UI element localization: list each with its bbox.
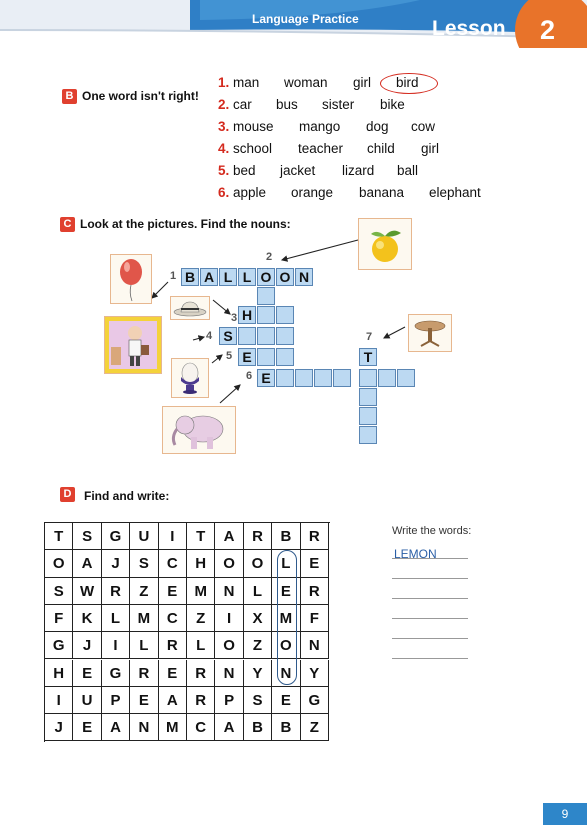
word-search-cell[interactable]: E [301, 550, 329, 577]
word-search-cell[interactable]: Y [301, 660, 329, 687]
crossword-cell[interactable]: E [257, 369, 275, 387]
word-search-cell[interactable]: L [187, 632, 215, 659]
crossword-cell[interactable]: H [238, 306, 256, 324]
word-search-cell[interactable]: O [272, 632, 300, 659]
line-number: 1. [218, 75, 230, 90]
word-search-cell[interactable]: F [301, 605, 329, 632]
word-search-cell[interactable]: M [130, 605, 158, 632]
word-search-cell[interactable]: J [102, 550, 130, 577]
word-search-cell[interactable]: G [45, 632, 73, 659]
word-search-cell[interactable]: S [244, 687, 272, 714]
crossword-cell[interactable] [238, 327, 256, 345]
word: bird [396, 75, 419, 90]
word: dog [366, 119, 389, 134]
word-search-cell[interactable]: R [159, 632, 187, 659]
word-search-cell[interactable]: B [272, 714, 300, 741]
word-search-cell[interactable]: M [187, 578, 215, 605]
word: car [233, 97, 252, 112]
word: apple [233, 185, 267, 200]
word-search-cell[interactable]: X [244, 605, 272, 632]
word-search-cell[interactable]: M [272, 605, 300, 632]
crossword-cell[interactable]: L [238, 268, 256, 286]
word-search-cell[interactable]: R [187, 687, 215, 714]
clue-number-4: 4 [206, 330, 213, 342]
word-search-cell[interactable]: L [102, 605, 130, 632]
word-search-cell[interactable]: L [272, 550, 300, 577]
answer-line-4[interactable] [392, 618, 468, 619]
line-number: 3. [218, 119, 230, 134]
word-search-cell[interactable]: R [301, 523, 329, 550]
crossword-cell[interactable] [257, 306, 275, 324]
section-d-title: Find and write: [84, 489, 170, 503]
clue-number-5: 5 [226, 350, 233, 362]
student-picture [104, 316, 162, 374]
word-search-cell[interactable]: B [272, 523, 300, 550]
word-search-cell[interactable]: I [45, 687, 73, 714]
answer-line-2[interactable] [392, 578, 468, 579]
word: mouse [233, 119, 274, 134]
line-number: 5. [218, 163, 230, 178]
word-search-cell[interactable]: A [215, 714, 243, 741]
word-search-cell[interactable]: I [215, 605, 243, 632]
crossword-cell[interactable]: A [200, 268, 218, 286]
word-search-cell[interactable]: C [159, 550, 187, 577]
elephant-icon [163, 407, 235, 453]
word: woman [284, 75, 328, 90]
word: jacket [280, 163, 316, 178]
word-search-cell[interactable]: E [272, 687, 300, 714]
crossword-cell[interactable] [295, 369, 313, 387]
hat-icon [171, 297, 209, 319]
word: bus [276, 97, 298, 112]
word: girl [353, 75, 372, 90]
egg-picture [171, 358, 209, 398]
header-title: Language Practice [252, 12, 359, 26]
crossword-cell[interactable]: L [219, 268, 237, 286]
word-search-cell[interactable]: R [187, 660, 215, 687]
word-search-cell[interactable]: H [45, 660, 73, 687]
word-search-cell[interactable]: A [215, 523, 243, 550]
word-search-cell[interactable]: S [130, 550, 158, 577]
word-search-cell[interactable]: O [215, 550, 243, 577]
word: lizard [342, 163, 375, 178]
lesson-number: 2 [540, 15, 556, 45]
balloon-icon [111, 255, 151, 303]
crossword-cell[interactable] [359, 388, 377, 406]
section-b-title: One word isn't right! [82, 89, 199, 103]
word: girl [421, 141, 440, 156]
table-picture [408, 314, 452, 352]
word-search-cell[interactable]: O [244, 550, 272, 577]
crossword-cell[interactable] [276, 306, 294, 324]
crossword-cell[interactable]: E [238, 348, 256, 366]
word-search-cell[interactable]: O [45, 550, 73, 577]
word-search-cell[interactable]: C [159, 605, 187, 632]
word-search-cell[interactable]: H [187, 550, 215, 577]
line-number: 2. [218, 97, 230, 112]
answer-line-3[interactable] [392, 598, 468, 599]
word-search-cell[interactable]: S [73, 523, 101, 550]
clue-number-6: 6 [246, 370, 253, 382]
student-icon [105, 317, 161, 373]
word-search-cell[interactable]: A [159, 687, 187, 714]
word-search-cell[interactable]: N [130, 714, 158, 741]
crossword-cell[interactable] [276, 348, 294, 366]
word-search-cell[interactable]: J [45, 714, 73, 741]
word-search-cell[interactable]: R [130, 660, 158, 687]
word: man [233, 75, 260, 90]
section-c-title: Look at the pictures. Find the nouns: [80, 217, 291, 231]
word-search-cell[interactable]: E [73, 660, 101, 687]
word-search-cell[interactable]: O [215, 632, 243, 659]
word-search-cell[interactable]: Z [244, 632, 272, 659]
crossword-cell[interactable]: S [219, 327, 237, 345]
crossword-cell[interactable]: O [257, 268, 275, 286]
word-search-cell[interactable]: I [159, 523, 187, 550]
word-search-cell[interactable]: R [244, 523, 272, 550]
word-search-cell[interactable]: L [130, 632, 158, 659]
line-number: 6. [218, 185, 230, 200]
crossword-cell[interactable] [333, 369, 351, 387]
crossword-cell[interactable] [359, 369, 377, 387]
word-search-cell[interactable]: P [215, 687, 243, 714]
crossword-cell[interactable] [257, 327, 275, 345]
crossword-cell[interactable]: T [359, 348, 377, 366]
word-search-cell[interactable]: F [45, 605, 73, 632]
orange-fruit-icon [359, 219, 411, 269]
balloon-picture [110, 254, 152, 304]
crossword-cell[interactable]: B [181, 268, 199, 286]
crossword-cell[interactable] [359, 407, 377, 425]
word-search-cell[interactable]: E [130, 687, 158, 714]
word-search-cell[interactable]: A [102, 714, 130, 741]
word-search-cell[interactable]: N [215, 578, 243, 605]
word-search-cell[interactable]: J [73, 632, 101, 659]
word-search-cell[interactable]: Z [187, 605, 215, 632]
section-c-badge: C [60, 217, 75, 232]
clue-number-7: 7 [366, 331, 373, 343]
lemon-circle-mark [277, 550, 297, 685]
word: child [367, 141, 395, 156]
hat-picture [170, 296, 210, 320]
word-search-cell[interactable]: G [102, 523, 130, 550]
word-search-cell[interactable]: T [45, 523, 73, 550]
word-search-cell[interactable]: Z [130, 578, 158, 605]
word-search-cell[interactable]: Y [244, 660, 272, 687]
orange-picture [358, 218, 412, 270]
word-search-cell[interactable]: P [102, 687, 130, 714]
word: mango [299, 119, 341, 134]
word: elephant [429, 185, 481, 200]
word-search-cell[interactable]: G [301, 687, 329, 714]
clue-number-1: 1 [170, 270, 177, 282]
crossword-cell[interactable] [257, 287, 275, 305]
lesson-label: Lesson [432, 17, 506, 40]
answer-line-6[interactable] [392, 658, 468, 659]
clue-number-2: 2 [266, 251, 273, 263]
word-search-cell[interactable]: S [45, 578, 73, 605]
word: bike [380, 97, 405, 112]
word: banana [359, 185, 405, 200]
word-search-cell[interactable]: N [215, 660, 243, 687]
elephant-picture [162, 406, 236, 454]
word-search-cell[interactable]: E [159, 660, 187, 687]
answer-line-1[interactable] [392, 558, 468, 559]
clue-number-3: 3 [231, 312, 238, 324]
word: ball [397, 163, 419, 178]
word: school [233, 141, 273, 156]
word: orange [291, 185, 334, 200]
word: bed [233, 163, 256, 178]
answer-1: LEMON [394, 547, 437, 561]
write-words-label: Write the words: [392, 525, 472, 537]
word-search-cell[interactable]: U [73, 687, 101, 714]
word-search-cell[interactable]: C [187, 714, 215, 741]
crossword-cell[interactable]: N [295, 268, 313, 286]
section-b-badge: B [62, 89, 77, 104]
crossword-cell[interactable] [276, 369, 294, 387]
word-search-cell[interactable]: I [102, 632, 130, 659]
word-search-cell[interactable]: N [272, 660, 300, 687]
word: cow [411, 119, 436, 134]
answer-line-5[interactable] [392, 638, 468, 639]
crossword-cell[interactable] [397, 369, 415, 387]
word-search-cell[interactable]: R [102, 578, 130, 605]
word-search-cell[interactable]: E [272, 578, 300, 605]
section-d-badge: D [60, 487, 75, 502]
word-search-cell[interactable]: W [73, 578, 101, 605]
word: teacher [298, 141, 344, 156]
word-search-cell[interactable]: L [244, 578, 272, 605]
word-search-cell[interactable]: B [244, 714, 272, 741]
crossword-cell[interactable] [257, 348, 275, 366]
crossword-cell[interactable]: O [276, 268, 294, 286]
crossword-cell[interactable] [359, 426, 377, 444]
line-number: 4. [218, 141, 230, 156]
word-search-cell[interactable]: N [301, 632, 329, 659]
word-search-cell[interactable]: U [130, 523, 158, 550]
word-search-cell[interactable]: K [73, 605, 101, 632]
word-search-cell[interactable]: G [102, 660, 130, 687]
egg-icon [172, 359, 208, 397]
word-search-cell[interactable]: T [187, 523, 215, 550]
crossword-cell[interactable] [314, 369, 332, 387]
crossword-cell[interactable] [276, 327, 294, 345]
word-search-cell[interactable]: E [73, 714, 101, 741]
word-search-cell[interactable]: M [159, 714, 187, 741]
table-icon [409, 315, 451, 351]
word-search-cell[interactable]: A [73, 550, 101, 577]
page-number: 9 [543, 803, 587, 825]
word-search-cell[interactable]: R [301, 578, 329, 605]
crossword-cell[interactable] [378, 369, 396, 387]
word: sister [322, 97, 355, 112]
word-search-cell[interactable]: E [159, 578, 187, 605]
word-search-cell[interactable]: Z [301, 714, 329, 741]
